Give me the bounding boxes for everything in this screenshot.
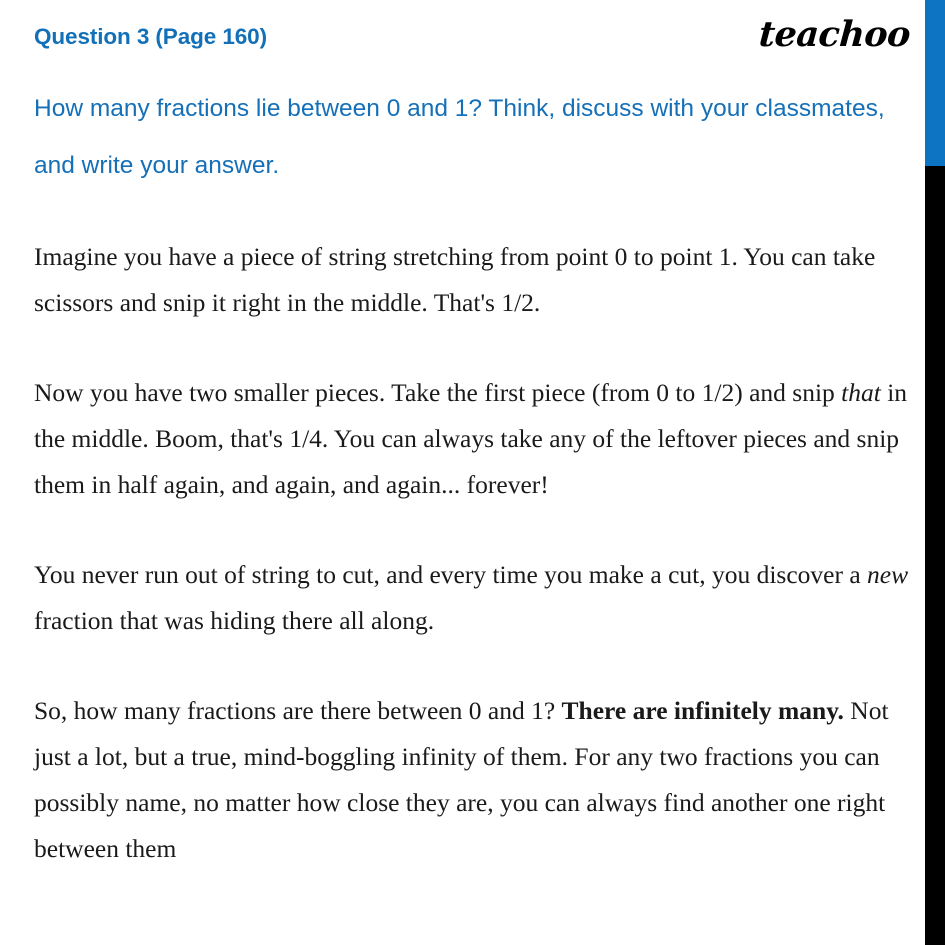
paragraph-text: fraction that was hiding there all along. <box>34 606 435 635</box>
right-edge-accent-bar-black <box>925 166 945 945</box>
emphasis-text: new <box>867 560 909 589</box>
question-statement: How many fractions lie between 0 and 1? Think, discuss with your classmates, and write your answer. <box>34 95 885 179</box>
paragraph-text: You never run out of string to cut, and every time you make a cut, you discover a <box>34 560 868 589</box>
teachoo-logo: teachoo <box>757 14 912 55</box>
answer-paragraph <box>34 552 920 644</box>
strong-text: There are infinitely many. <box>561 696 844 725</box>
paragraph-text: in the middle. Boom, that's 1/4. You can always take any of the leftover pieces and snip them in half again, and again, and again... forever! <box>34 378 908 499</box>
answer-body <box>34 234 920 872</box>
content-column <box>34 0 918 872</box>
paragraph-text: Imagine you have a piece of string stretching from point 0 to point 1. You can take scissors and snip it right in the middle. That's 1/2. <box>34 242 876 317</box>
right-edge-accent-bar-blue <box>925 0 945 166</box>
page-title: Question 3 (Page 160) <box>34 24 267 49</box>
emphasis-text: that <box>841 378 881 407</box>
answer-paragraph <box>34 370 920 508</box>
paragraph-text: Now you have two smaller pieces. Take the first piece (from 0 to 1/2) and snip <box>34 378 842 407</box>
answer-paragraph <box>34 688 920 872</box>
paragraph-text: So, how many fractions are there between 0 and 1? <box>34 696 562 725</box>
answer-paragraph <box>34 234 920 326</box>
page-header <box>34 0 918 70</box>
paragraph-text: Not just a lot, but a true, mind-boggling infinity of them. For any two fractions you can possibly name, no matter how close they are, you can always find another one right between them <box>34 696 889 863</box>
